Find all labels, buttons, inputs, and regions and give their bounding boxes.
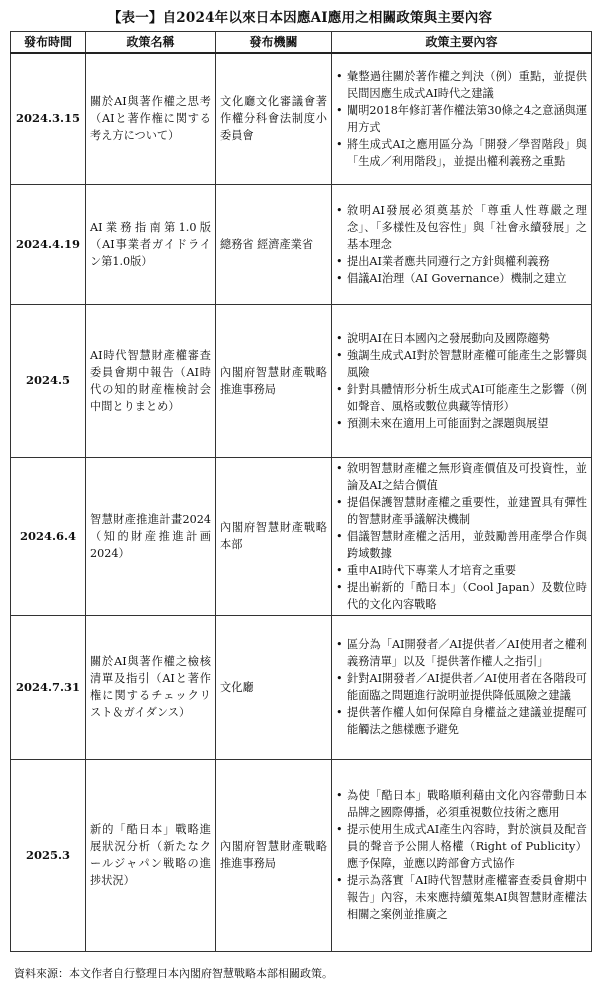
row-content xyxy=(332,304,592,457)
row-policy: AI業務指南第1.0版（AI事業者ガイドライン第1.0版） xyxy=(86,184,216,304)
header-policy-name: 政策名稱 xyxy=(86,32,216,54)
content-item: • 彙整過往關於著作權之判決（例）重點，並提供民間因應生成式AI時代之建議 xyxy=(336,68,587,102)
table-row xyxy=(11,53,592,184)
row-agency: 內閣府智慧財產戰略推進事務局 xyxy=(216,759,332,951)
content-item: • 闡明2018年修訂著作權法第30條之4之意涵與運用方式 xyxy=(336,102,587,136)
table-title: 【表一】自2024年以來日本因應AI應用之相關政策與主要內容 xyxy=(107,10,493,26)
content-item: • 敘明AI發展必須奠基於「尊重人性尊嚴之理念」、「多樣性及包容性」與「社會永續發展」之基本理念 xyxy=(336,202,587,253)
row-agency: 文化廳 xyxy=(216,615,332,759)
row-agency: 總務省 經濟產業省 xyxy=(216,184,332,304)
table-row xyxy=(11,759,592,951)
content-item: • 說明AI在日本國內之發展動向及國際趨勢 xyxy=(336,330,587,347)
content-item: • 強調生成式AI對於智慧財產權可能產生之影響與風險 xyxy=(336,347,587,381)
header-content: 政策主要內容 xyxy=(332,32,592,54)
content-item: • 提示使用生成式AI產生內容時，對於演員及配音員的聲音予公開人格權（Right of Publicity）應予保障，並應以跨部會方式協作 xyxy=(336,821,587,872)
row-policy: 關於AI與著作權之檢核清單及指引（AIと著作権に関するチェックリスト＆ガイダンス） xyxy=(86,615,216,759)
content-item: • 為使「酷日本」戰略順利藉由文化內容帶動日本品牌之國際傳播，必須重視數位技術之應用 xyxy=(336,787,587,821)
content-item: • 重申AI時代下專業人才培育之重要 xyxy=(336,562,587,579)
row-date: 2024.3.15 xyxy=(11,53,86,184)
row-date: 2025.3 xyxy=(11,759,86,951)
content-item: • 提倡保護智慧財產權之重要性，並建置具有彈性的智慧財產爭議解決機制 xyxy=(336,494,587,528)
row-agency: 內閣府智慧財產戰略推進事務局 xyxy=(216,304,332,457)
row-content xyxy=(332,615,592,759)
content-item: • 提出嶄新的「酷日本」（Cool Japan）及數位時代的文化內容戰略 xyxy=(336,579,587,613)
row-content xyxy=(332,184,592,304)
row-content xyxy=(332,759,592,951)
row-content xyxy=(332,53,592,184)
row-policy: 關於AI與著作權之思考（AIと著作権に関する考え方について） xyxy=(86,53,216,184)
content-item: • 倡議智慧財產權之活用，並鼓勵善用產學合作與跨域數據 xyxy=(336,528,587,562)
row-date: 2024.4.19 xyxy=(11,184,86,304)
source-note: 資料來源：本文作者自行整理日本內閣府智慧戰略本部相關政策。 xyxy=(14,967,333,980)
content-item: • 預測未來在適用上可能面對之課題與展望 xyxy=(336,415,587,432)
content-item: • 提供著作權人如何保障自身權益之建議並提醒可能觸法之態樣應予避免 xyxy=(336,704,587,738)
row-agency: 內閣府智慧財產戰略本部 xyxy=(216,457,332,615)
content-item: • 將生成式AI之應用區分為「開發／學習階段」與「生成／利用階段」，並提出權利義務之重點 xyxy=(336,136,587,170)
row-policy: 智慧財產推進計畫2024（知的財産推進計画2024） xyxy=(86,457,216,615)
row-policy: 新的「酷日本」戰略進展狀況分析（新たなクールジャパン戦略の進捗状況） xyxy=(86,759,216,951)
policy-table xyxy=(10,31,592,952)
content-item: • 提示為落實「AI時代智慧財產權審查委員會期中報告」內容，未來應持續蒐集AI與智慧財產權法相關之案例並推廣之 xyxy=(336,872,587,923)
content-item: • 敘明智慧財產權之無形資產價值及可投資性，並論及AI之結合價值 xyxy=(336,460,587,494)
content-item: • 針對AI開發者／AI提供者／AI使用者在各階段可能面臨之問題進行說明並提供降低風險之建議 xyxy=(336,670,587,704)
table-header-row xyxy=(11,32,592,54)
row-policy: AI時代智慧財產權審查委員會期中報告（AI時代の知的財産権検討会中間とりまとめ） xyxy=(86,304,216,457)
row-agency: 文化廳文化審議會著作權分科會法制度小委員會 xyxy=(216,53,332,184)
content-item: • 倡議AI治理（AI Governance）機制之建立 xyxy=(336,270,587,287)
table-row xyxy=(11,457,592,615)
row-date: 2024.6.4 xyxy=(11,457,86,615)
row-date: 2024.5 xyxy=(11,304,86,457)
content-item: • 區分為「AI開發者／AI提供者／AI使用者之權利義務清單」以及「提供著作權人之指引」 xyxy=(336,636,587,670)
table-row xyxy=(11,184,592,304)
header-agency: 發布機關 xyxy=(216,32,332,54)
row-content xyxy=(332,457,592,615)
table-row xyxy=(11,615,592,759)
row-date: 2024.7.31 xyxy=(11,615,86,759)
table-row xyxy=(11,304,592,457)
header-date: 發布時間 xyxy=(11,32,86,54)
content-item: • 提出AI業者應共同遵行之方針與權利義務 xyxy=(336,253,587,270)
content-item: • 針對具體情形分析生成式AI可能產生之影響（例如聲音、風格或數位典藏等情形） xyxy=(336,381,587,415)
